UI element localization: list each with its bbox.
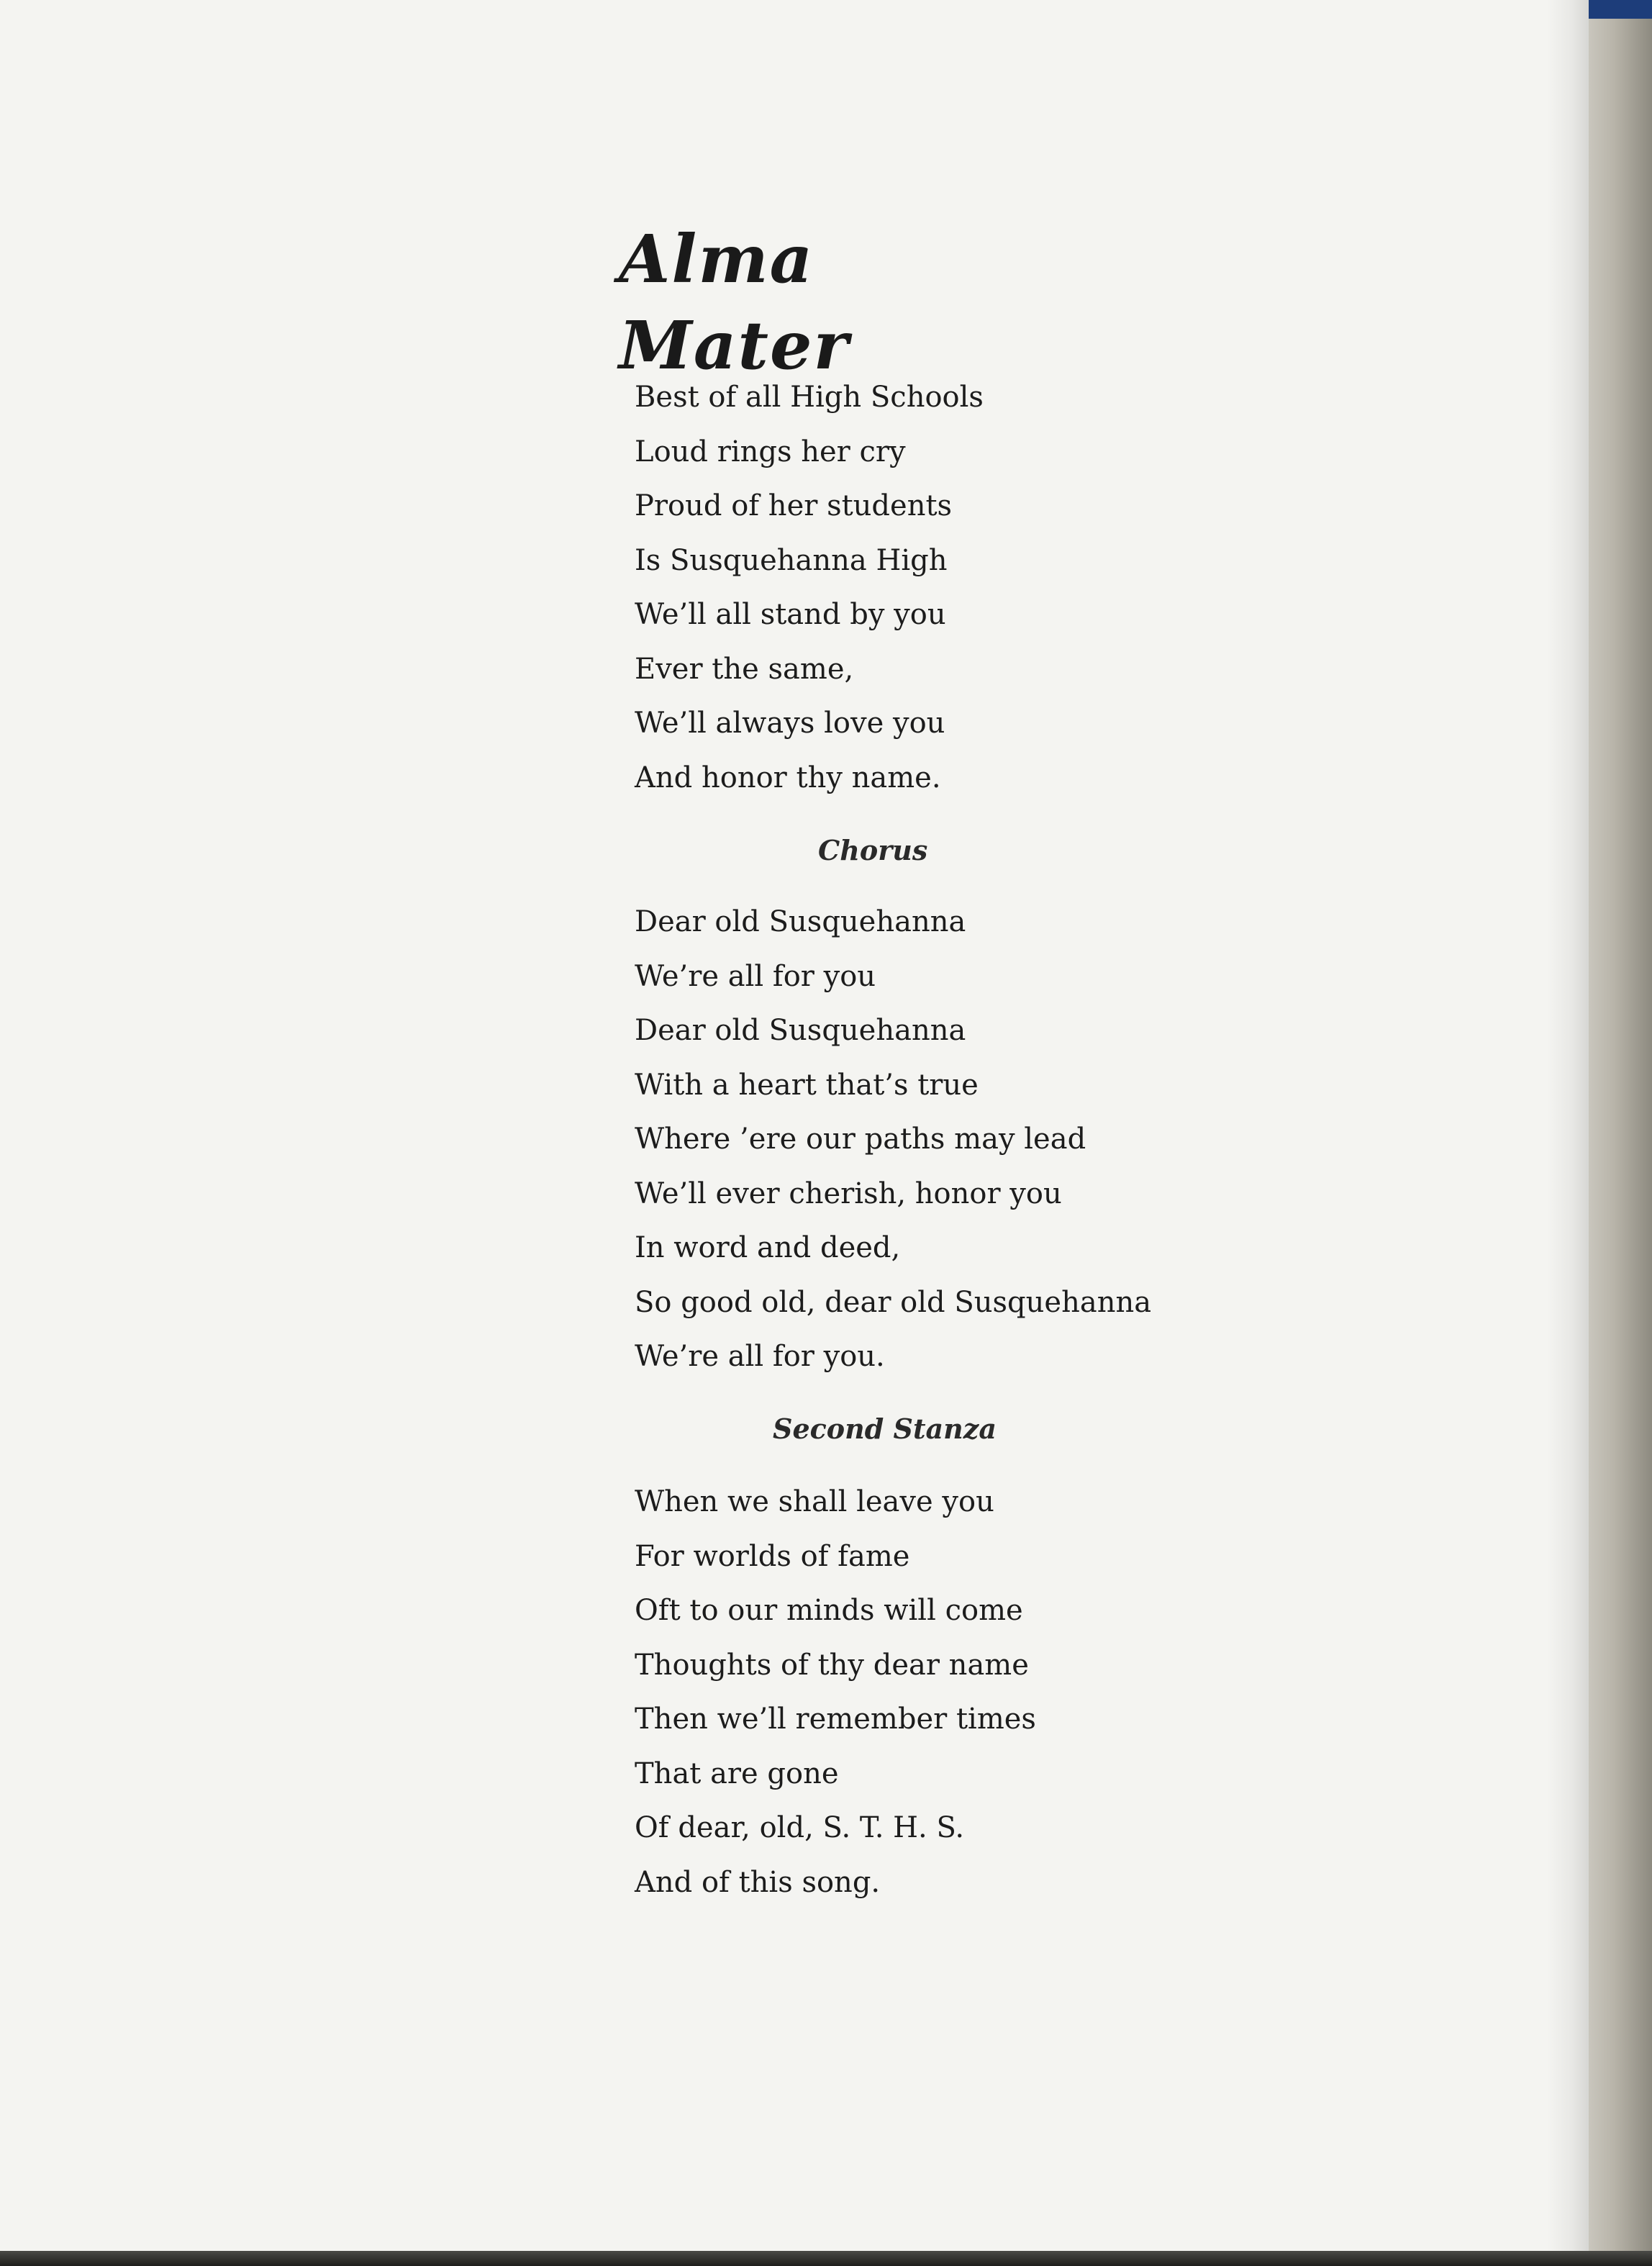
verse-line: For worlds of fame xyxy=(635,1539,910,1573)
verse-line: Thoughts of thy dear name xyxy=(635,1648,1029,1682)
verse-line: That are gone xyxy=(635,1757,839,1790)
verse-line: In word and deed, xyxy=(635,1231,901,1264)
verse-line: Is Susquehanna High xyxy=(635,543,948,577)
scan-bottom-edge xyxy=(0,2251,1652,2266)
verse-line: Where ’ere our paths may lead xyxy=(635,1123,1086,1156)
book-edge xyxy=(1589,0,1652,2266)
verse-line: We’ll ever cherish, honor you xyxy=(635,1177,1062,1210)
second-stanza-heading: Second Stanza xyxy=(773,1413,997,1445)
verse-line: So good old, dear old Susquehanna xyxy=(635,1285,1152,1319)
verse-line: Then we’ll remember times xyxy=(635,1703,1036,1736)
verse-line: We’re all for you. xyxy=(635,1340,885,1373)
verse-line: We’re all for you xyxy=(635,959,876,993)
verse-line: Oft to our minds will come xyxy=(635,1594,1023,1627)
spine-shadow xyxy=(1547,0,1589,2251)
cover-corner xyxy=(1589,0,1652,19)
verse-line: Dear old Susquehanna xyxy=(635,1014,966,1047)
verse-line: When we shall leave you xyxy=(635,1485,994,1518)
verse-line: We’ll all stand by you xyxy=(635,598,946,631)
chorus-lines xyxy=(635,895,1354,1384)
chorus-heading: Chorus xyxy=(818,834,928,866)
verse-line: Ever the same, xyxy=(635,652,854,686)
verse-line: Dear old Susquehanna xyxy=(635,905,966,938)
verse-line: And honor thy name. xyxy=(635,761,941,794)
verse-line: Best of all High Schools xyxy=(635,381,984,414)
first-stanza xyxy=(635,371,1354,805)
page-title: Alma Mater xyxy=(619,220,850,384)
verse-line: And of this song. xyxy=(635,1865,881,1899)
verse-line: Proud of her students xyxy=(635,489,953,522)
verse-line: We’ll always love you xyxy=(635,707,945,740)
verse-line: With a heart that’s true xyxy=(635,1068,979,1102)
verse-line: Loud rings her cry xyxy=(635,435,906,468)
second-stanza-lines xyxy=(635,1475,1354,1910)
verse-line: Of dear, old, S. T. H. S. xyxy=(635,1811,965,1844)
